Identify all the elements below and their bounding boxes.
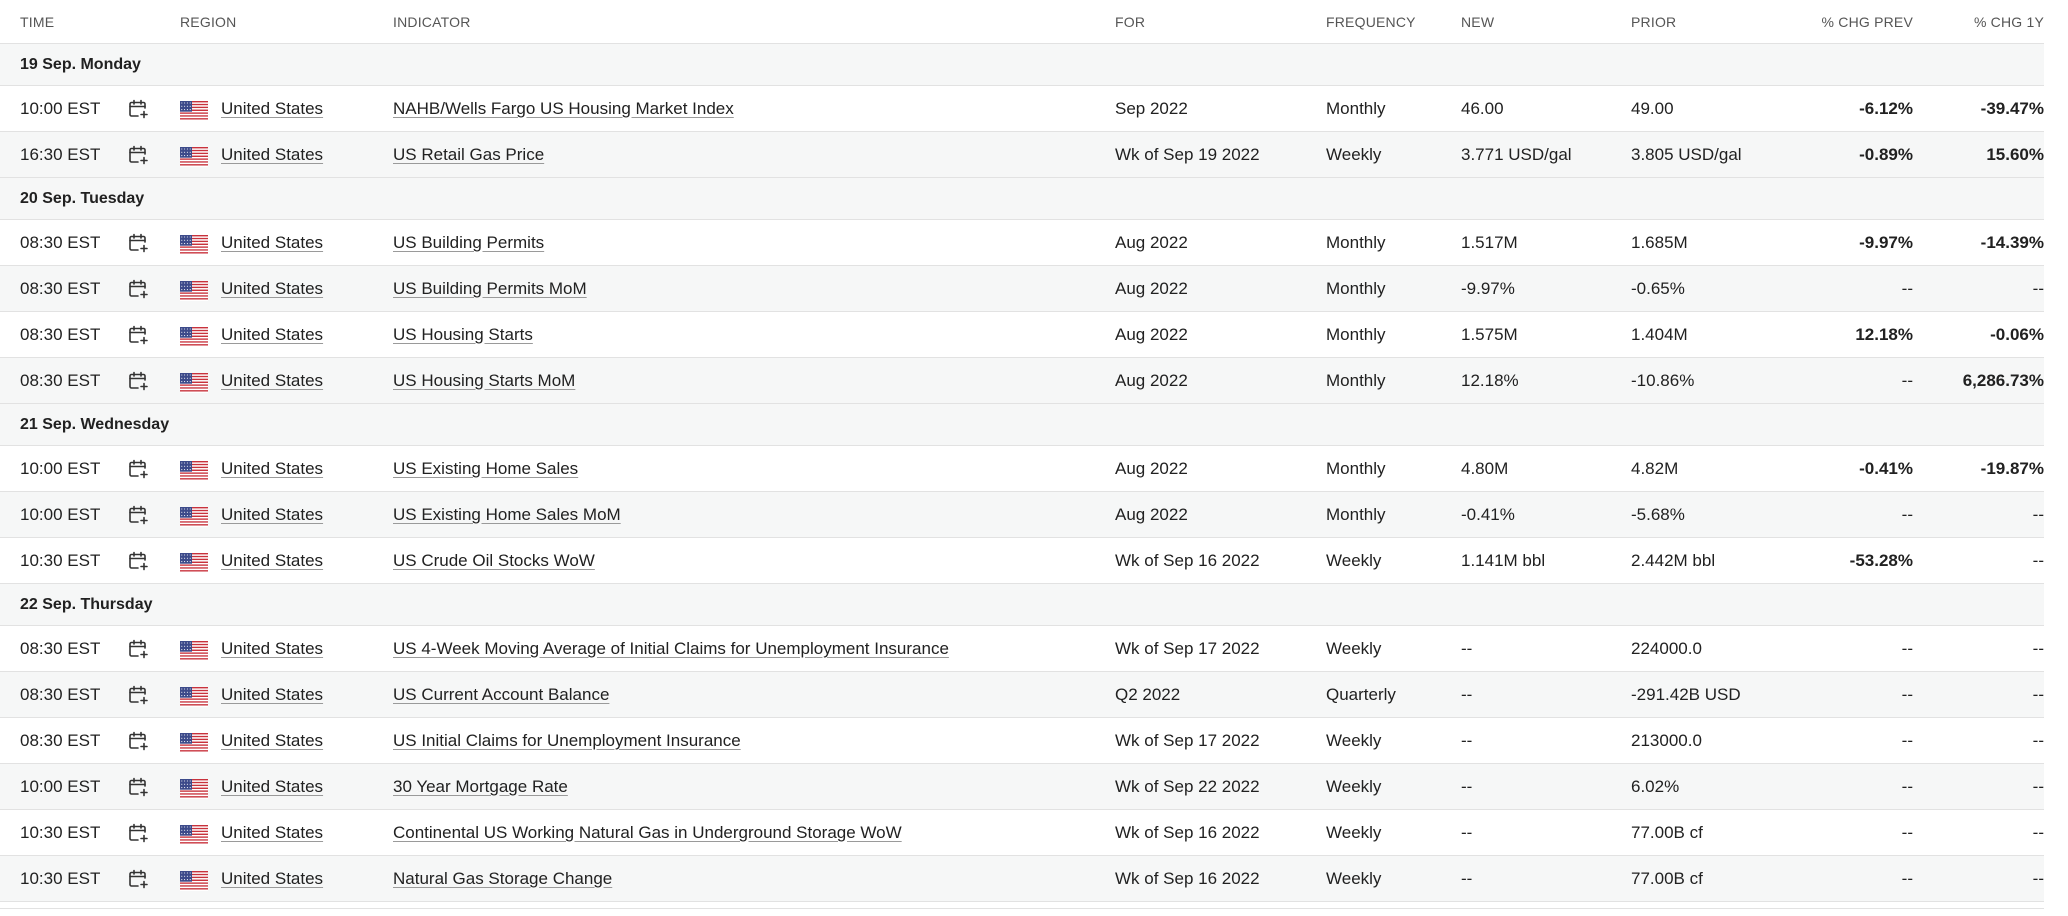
prior-value-cell: 1.404M <box>1631 325 1688 344</box>
indicator-link[interactable]: US Existing Home Sales MoM <box>393 505 621 524</box>
indicator-link[interactable]: US Building Permits <box>393 233 545 252</box>
for-cell: Wk of Sep 16 2022 <box>1115 869 1260 888</box>
frequency-cell: Monthly <box>1326 505 1386 524</box>
region-link[interactable]: United States <box>221 99 324 118</box>
region-link[interactable]: United States <box>221 325 324 344</box>
calendar-add-icon[interactable] <box>127 98 149 120</box>
us-flag-icon <box>180 281 208 301</box>
table-row[interactable] <box>0 220 2044 266</box>
table-row[interactable] <box>0 810 2044 856</box>
pct-chg-prev-cell: -- <box>1901 371 1913 390</box>
us-flag-icon <box>180 641 208 661</box>
pct-chg-prev-cell: -- <box>1901 823 1913 842</box>
table-row[interactable] <box>0 86 2044 132</box>
pct-chg-1y-cell: -- <box>2032 777 2044 796</box>
pct-chg-prev-cell: -0.89% <box>1859 145 1913 164</box>
time-cell: 08:30 EST <box>20 731 101 750</box>
time-cell: 10:30 EST <box>20 869 101 888</box>
calendar-add-icon[interactable] <box>127 776 149 798</box>
indicator-link[interactable]: NAHB/Wells Fargo US Housing Market Index <box>393 99 734 118</box>
prior-value-cell: 213000.0 <box>1631 731 1702 750</box>
prior-value-cell: 6.02% <box>1631 777 1680 796</box>
table-row[interactable] <box>0 132 2044 178</box>
calendar-add-icon[interactable] <box>127 458 149 480</box>
for-cell: Wk of Sep 16 2022 <box>1115 823 1260 842</box>
table-row[interactable] <box>0 492 2044 538</box>
region-link[interactable]: United States <box>221 145 324 164</box>
table-row[interactable] <box>0 856 2044 902</box>
prior-value-cell: 2.442M bbl <box>1631 551 1716 570</box>
table-row[interactable] <box>0 672 2044 718</box>
region-link[interactable]: United States <box>221 731 324 750</box>
header-for: FOR <box>1115 14 1146 30</box>
us-flag-icon <box>180 327 208 347</box>
pct-chg-prev-cell: -- <box>1901 777 1913 796</box>
frequency-cell: Weekly <box>1326 731 1382 750</box>
for-cell: Aug 2022 <box>1115 459 1188 478</box>
indicator-link[interactable]: US Retail Gas Price <box>393 145 545 164</box>
for-cell: Aug 2022 <box>1115 233 1188 252</box>
frequency-cell: Weekly <box>1326 145 1382 164</box>
time-cell: 08:30 EST <box>20 685 101 704</box>
pct-chg-1y-cell: 15.60% <box>1986 145 2044 164</box>
frequency-cell: Weekly <box>1326 777 1382 796</box>
pct-chg-prev-cell: -- <box>1901 279 1913 298</box>
frequency-cell: Monthly <box>1326 99 1386 118</box>
region-link[interactable]: United States <box>221 551 324 570</box>
pct-chg-1y-cell: -- <box>2032 551 2044 570</box>
new-value-cell: -- <box>1461 731 1473 750</box>
table-row[interactable] <box>0 312 2044 358</box>
pct-chg-1y-cell: 6,286.73% <box>1962 371 2044 390</box>
us-flag-icon <box>180 553 208 573</box>
table-row[interactable] <box>0 358 2044 404</box>
pct-chg-prev-cell: -0.41% <box>1859 459 1913 478</box>
us-flag-icon <box>180 101 208 121</box>
time-cell: 10:00 EST <box>20 99 101 118</box>
pct-chg-1y-cell: -- <box>2032 505 2044 524</box>
for-cell: Aug 2022 <box>1115 325 1188 344</box>
for-cell: Wk of Sep 22 2022 <box>1115 777 1260 796</box>
prior-value-cell: 1.685M <box>1631 233 1688 252</box>
us-flag-icon <box>180 461 208 481</box>
calendar-add-icon[interactable] <box>127 370 149 392</box>
region-link[interactable]: United States <box>221 505 324 524</box>
pct-chg-1y-cell: -- <box>2032 685 2044 704</box>
calendar-add-icon[interactable] <box>127 232 149 254</box>
for-cell: Aug 2022 <box>1115 279 1188 298</box>
prior-value-cell: -10.86% <box>1631 371 1695 390</box>
indicator-link[interactable]: US Building Permits MoM <box>393 279 587 298</box>
calendar-add-icon[interactable] <box>127 684 149 706</box>
time-cell: 10:30 EST <box>20 551 101 570</box>
region-link[interactable]: United States <box>221 869 324 888</box>
for-cell: Aug 2022 <box>1115 371 1188 390</box>
for-cell: Wk of Sep 19 2022 <box>1115 145 1260 164</box>
region-link[interactable]: United States <box>221 639 324 658</box>
indicator-link[interactable]: 30 Year Mortgage Rate <box>393 777 568 796</box>
header-pct-chg-1y: % CHG 1Y <box>1973 14 2044 30</box>
indicator-link[interactable]: US 4-Week Moving Average of Initial Claims for Unemployment Insurance <box>393 639 949 658</box>
indicator-link[interactable]: Natural Gas Storage Change <box>393 869 613 888</box>
indicator-link[interactable]: US Crude Oil Stocks WoW <box>393 551 595 570</box>
pct-chg-prev-cell: -53.28% <box>1849 551 1913 570</box>
table-row[interactable] <box>0 446 2044 492</box>
time-cell: 16:30 EST <box>20 145 101 164</box>
header-time: TIME <box>20 14 55 30</box>
table-bottom-divider <box>0 908 2044 909</box>
us-flag-icon <box>180 507 208 527</box>
frequency-cell: Weekly <box>1326 639 1382 658</box>
header-region: REGION <box>180 14 237 30</box>
date-group-header <box>0 44 2044 86</box>
pct-chg-1y-cell: -0.06% <box>1990 325 2044 344</box>
time-cell: 08:30 EST <box>20 233 101 252</box>
calendar-add-icon[interactable] <box>127 868 149 890</box>
table-body <box>0 44 2044 902</box>
header-pct-chg-prev: % CHG PREV <box>1821 14 1913 30</box>
new-value-cell: -9.97% <box>1461 279 1515 298</box>
new-value-cell: 1.575M <box>1461 325 1518 344</box>
pct-chg-prev-cell: -- <box>1901 869 1913 888</box>
indicator-link[interactable]: US Housing Starts MoM <box>393 371 576 390</box>
new-value-cell: 46.00 <box>1461 99 1504 118</box>
date-label: 22 Sep. Thursday <box>20 596 153 613</box>
time-cell: 08:30 EST <box>20 325 101 344</box>
date-label: 21 Sep. Wednesday <box>20 416 170 433</box>
us-flag-icon <box>180 733 208 753</box>
header-indicator: INDICATOR <box>393 14 471 30</box>
us-flag-icon <box>180 779 208 799</box>
pct-chg-1y-cell: -- <box>2032 731 2044 750</box>
new-value-cell: 12.18% <box>1461 371 1519 390</box>
prior-value-cell: -0.65% <box>1631 279 1685 298</box>
time-cell: 10:00 EST <box>20 505 101 524</box>
new-value-cell: -0.41% <box>1461 505 1515 524</box>
new-value-cell: -- <box>1461 685 1473 704</box>
pct-chg-1y-cell: -19.87% <box>1980 459 2044 478</box>
region-link[interactable]: United States <box>221 685 324 704</box>
table-row[interactable] <box>0 538 2044 584</box>
new-value-cell: 1.141M bbl <box>1461 551 1546 570</box>
indicator-link[interactable]: US Current Account Balance <box>393 685 610 704</box>
pct-chg-prev-cell: 12.18% <box>1855 325 1913 344</box>
indicator-link[interactable]: US Existing Home Sales <box>393 459 579 478</box>
region-link[interactable]: United States <box>221 279 324 298</box>
calendar-add-icon[interactable] <box>127 550 149 572</box>
new-value-cell: 1.517M <box>1461 233 1518 252</box>
calendar-add-icon[interactable] <box>127 278 149 300</box>
pct-chg-prev-cell: -- <box>1901 505 1913 524</box>
frequency-cell: Weekly <box>1326 823 1382 842</box>
region-link[interactable]: United States <box>221 777 324 796</box>
us-flag-icon <box>180 235 208 255</box>
frequency-cell: Monthly <box>1326 233 1386 252</box>
prior-value-cell: -291.42B USD <box>1631 685 1741 704</box>
calendar-add-icon[interactable] <box>127 144 149 166</box>
region-link[interactable]: United States <box>221 371 324 390</box>
pct-chg-1y-cell: -- <box>2032 823 2044 842</box>
prior-value-cell: 77.00B cf <box>1631 869 1703 888</box>
new-value-cell: 4.80M <box>1461 459 1509 478</box>
header-prior: PRIOR <box>1631 14 1677 30</box>
frequency-cell: Monthly <box>1326 459 1386 478</box>
date-group-header <box>0 584 2044 626</box>
pct-chg-1y-cell: -- <box>2032 279 2044 298</box>
pct-chg-1y-cell: -39.47% <box>1980 99 2044 118</box>
us-flag-icon <box>180 871 208 891</box>
region-link[interactable]: United States <box>221 823 324 842</box>
new-value-cell: -- <box>1461 777 1473 796</box>
prior-value-cell: 4.82M <box>1631 459 1679 478</box>
frequency-cell: Monthly <box>1326 279 1386 298</box>
us-flag-icon <box>180 687 208 707</box>
for-cell: Wk of Sep 17 2022 <box>1115 639 1260 658</box>
us-flag-icon <box>180 373 208 393</box>
new-value-cell: -- <box>1461 869 1473 888</box>
indicator-link[interactable]: US Initial Claims for Unemployment Insurance <box>393 731 741 750</box>
for-cell: Q2 2022 <box>1115 685 1181 704</box>
time-cell: 10:00 EST <box>20 777 101 796</box>
for-cell: Sep 2022 <box>1115 99 1188 118</box>
time-cell: 08:30 EST <box>20 639 101 658</box>
indicator-link[interactable]: US Housing Starts <box>393 325 533 344</box>
time-cell: 08:30 EST <box>20 371 101 390</box>
pct-chg-prev-cell: -- <box>1901 639 1913 658</box>
header-frequency: FREQUENCY <box>1326 14 1416 30</box>
indicator-link[interactable]: Continental US Working Natural Gas in Underground Storage WoW <box>393 823 902 842</box>
date-label: 19 Sep. Monday <box>20 56 141 73</box>
for-cell: Aug 2022 <box>1115 505 1188 524</box>
pct-chg-1y-cell: -- <box>2032 869 2044 888</box>
prior-value-cell: 77.00B cf <box>1631 823 1703 842</box>
calendar-add-icon[interactable] <box>127 638 149 660</box>
pct-chg-1y-cell: -- <box>2032 639 2044 658</box>
frequency-cell: Weekly <box>1326 551 1382 570</box>
for-cell: Wk of Sep 16 2022 <box>1115 551 1260 570</box>
for-cell: Wk of Sep 17 2022 <box>1115 731 1260 750</box>
table-row[interactable] <box>0 626 2044 672</box>
new-value-cell: -- <box>1461 639 1473 658</box>
frequency-cell: Quarterly <box>1326 685 1396 704</box>
table-header <box>0 0 2044 44</box>
pct-chg-prev-cell: -- <box>1901 731 1913 750</box>
prior-value-cell: -5.68% <box>1631 505 1685 524</box>
time-cell: 08:30 EST <box>20 279 101 298</box>
new-value-cell: -- <box>1461 823 1473 842</box>
table-row[interactable] <box>0 718 2044 764</box>
table-row[interactable] <box>0 764 2044 810</box>
time-cell: 10:30 EST <box>20 823 101 842</box>
date-group-header <box>0 404 2044 446</box>
prior-value-cell: 224000.0 <box>1631 639 1702 658</box>
us-flag-icon <box>180 825 208 845</box>
prior-value-cell: 3.805 USD/gal <box>1631 145 1742 164</box>
header-new: NEW <box>1461 14 1495 30</box>
date-label: 20 Sep. Tuesday <box>20 190 145 207</box>
calendar-add-icon[interactable] <box>127 730 149 752</box>
pct-chg-prev-cell: -9.97% <box>1859 233 1913 252</box>
pct-chg-prev-cell: -6.12% <box>1859 99 1913 118</box>
pct-chg-1y-cell: -14.39% <box>1980 233 2044 252</box>
table-row[interactable] <box>0 266 2044 312</box>
date-group-header <box>0 178 2044 220</box>
calendar-add-icon[interactable] <box>127 324 149 346</box>
pct-chg-prev-cell: -- <box>1901 685 1913 704</box>
time-cell: 10:00 EST <box>20 459 101 478</box>
region-link[interactable]: United States <box>221 459 324 478</box>
calendar-add-icon[interactable] <box>127 822 149 844</box>
prior-value-cell: 49.00 <box>1631 99 1674 118</box>
calendar-add-icon[interactable] <box>127 504 149 526</box>
frequency-cell: Monthly <box>1326 325 1386 344</box>
frequency-cell: Monthly <box>1326 371 1386 390</box>
new-value-cell: 3.771 USD/gal <box>1461 145 1572 164</box>
region-link[interactable]: United States <box>221 233 324 252</box>
us-flag-icon <box>180 147 208 167</box>
frequency-cell: Weekly <box>1326 869 1382 888</box>
